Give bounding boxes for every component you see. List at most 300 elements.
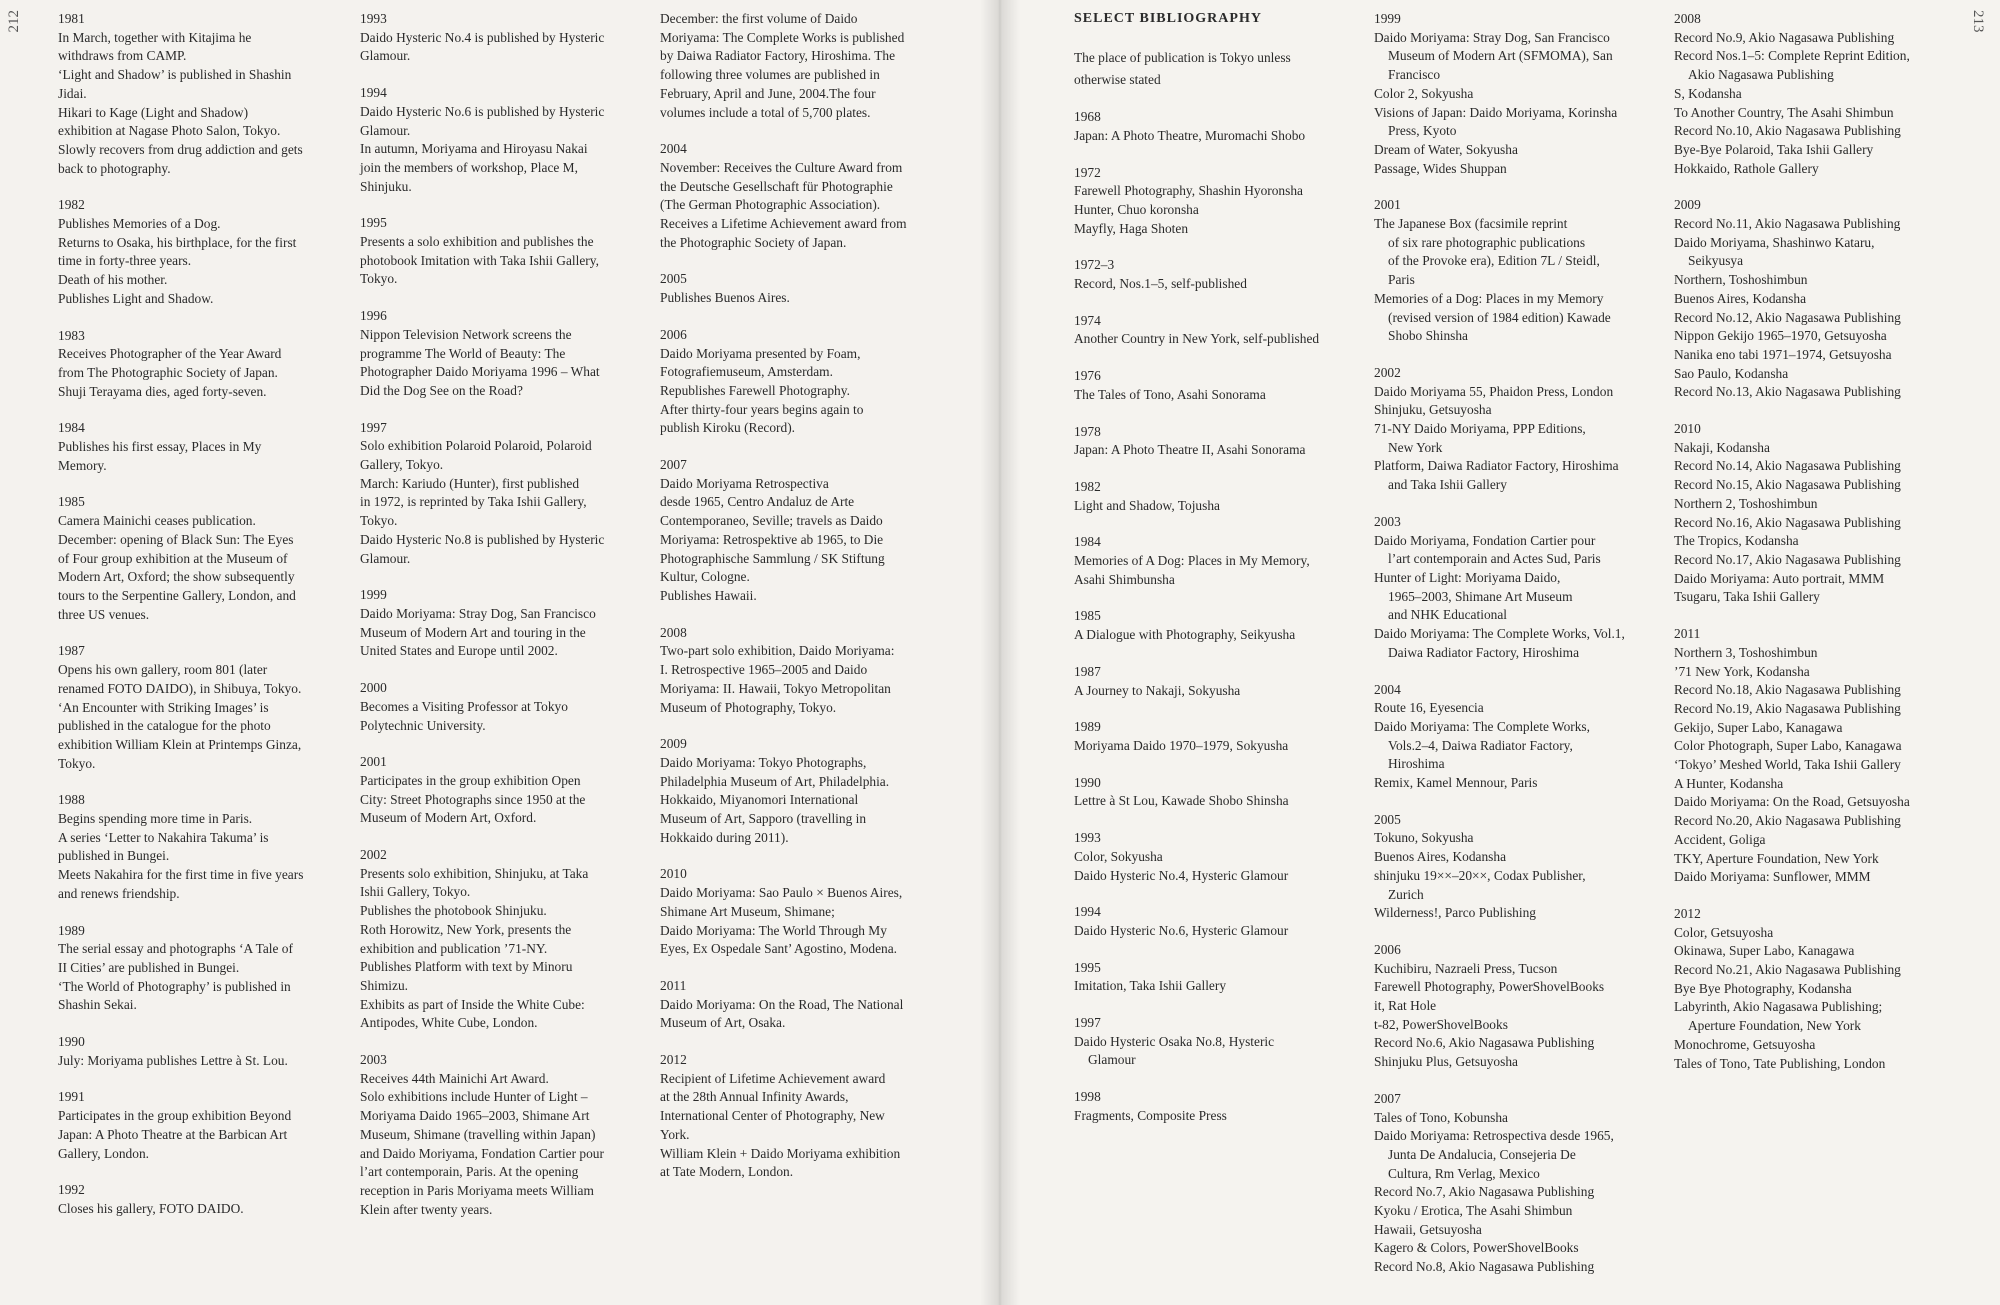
- year-heading: 1989: [58, 922, 85, 938]
- entry-line: Moriyama Daido 1965–2003, Shimane Art: [360, 1108, 590, 1124]
- entry-line: Northern, Toshoshimbun: [1674, 272, 1808, 288]
- note-line: otherwise stated: [1074, 72, 1161, 88]
- entry-line: Zurich: [1388, 886, 1424, 902]
- entry-line: Publishes Light and Shadow.: [58, 290, 214, 306]
- year-heading: 2005: [1374, 811, 1401, 827]
- year-heading: 1984: [58, 420, 85, 436]
- entry-line: Route 16, Eyesencia: [1374, 700, 1484, 716]
- entry-line: Contemporaneo, Seville; travels as Daido: [660, 513, 883, 529]
- entry-line: Daido Hysteric No.8 is published by Hysteric: [360, 531, 605, 547]
- year-heading: 2010: [1674, 421, 1701, 437]
- entry-line: Shinjuku Plus, Getsuyosha: [1374, 1054, 1518, 1070]
- entry-line: Cultura, Rm Verlag, Mexico: [1388, 1165, 1540, 1181]
- entry-line: Hiroshima: [1388, 756, 1445, 772]
- entry-line: by Daiwa Radiator Factory, Hiroshima. The: [660, 48, 896, 64]
- entry-line: it, Rat Hole: [1374, 998, 1437, 1014]
- entry-line: reception in Paris Moriyama meets William: [360, 1182, 594, 1198]
- entry-line: Hikari to Kage (Light and Shadow): [58, 104, 249, 120]
- entry-line: Publishes Hawaii.: [660, 587, 757, 603]
- entry-line: withdraws from CAMP.: [58, 48, 187, 64]
- entry-line: Moriyama Daido 1970–1979, Sokyusha: [1074, 737, 1289, 753]
- entry-line: Eyes, Ex Ospedale Sant’ Agostino, Modena.: [660, 941, 898, 957]
- entry-line: Lettre à St Lou, Kawade Shobo Shinsha: [1074, 793, 1289, 809]
- entry-line: published in Bungei.: [58, 848, 170, 864]
- entry-line: publish Kiroku (Record).: [660, 420, 795, 436]
- entry-line: November: Receives the Culture Award from: [660, 159, 903, 175]
- year-heading: 1972: [1074, 164, 1101, 180]
- year-heading: 2004: [1374, 681, 1401, 697]
- entry-line: desde 1965, Centro Andaluz de Arte: [660, 494, 855, 510]
- right-page: [1000, 0, 2000, 1305]
- entry-line: Tales of Tono, Kobunsha: [1374, 1109, 1508, 1125]
- entry-line: Death of his mother.: [58, 272, 168, 288]
- entry-line: Hokkaido, Rathole Gallery: [1674, 160, 1819, 176]
- year-heading: 2002: [1374, 364, 1401, 380]
- entry-line: Moriyama: The Complete Works is published: [660, 29, 905, 45]
- entry-line: S, Kodansha: [1674, 85, 1742, 101]
- entry-line: Record No.14, Akio Nagasawa Publishing: [1674, 458, 1901, 474]
- entry-line: Presents solo exhibition, Shinjuku, at Taka: [360, 865, 589, 881]
- entry-line: Passage, Wides Shuppan: [1374, 160, 1507, 176]
- entry-line: Daido Hysteric Osaka No.8, Hysteric: [1074, 1033, 1275, 1049]
- year-heading: 2010: [660, 866, 687, 882]
- entry-line: Memories of a Dog: Places in my Memory: [1374, 290, 1604, 306]
- entry-line: Tokyo.: [360, 513, 398, 529]
- page-number-left: 212: [6, 10, 22, 33]
- entry-line: l’art contemporain and Actes Sud, Paris: [1388, 551, 1601, 567]
- entry-line: Francisco: [1388, 67, 1441, 83]
- year-heading: 1974: [1074, 312, 1101, 328]
- entry-line: of the Provoke era), Edition 7L / Steidl,: [1388, 253, 1600, 269]
- entry-line: Northern 3, Toshoshimbun: [1674, 644, 1818, 660]
- year-heading: 1997: [1074, 1015, 1101, 1031]
- entry-line: Color, Getsuyosha: [1674, 924, 1774, 940]
- year-heading: 2003: [360, 1052, 387, 1068]
- entry-line: New York: [1388, 439, 1443, 455]
- year-heading: 2008: [1674, 11, 1701, 26]
- entry-line: William Klein + Daido Moriyama exhibition: [660, 1145, 901, 1161]
- bibliography-column-3: [1674, 10, 1964, 1073]
- entry-line: programme The World of Beauty: The: [360, 345, 566, 361]
- entry-line: Returns to Osaka, his birthplace, for the first: [58, 234, 297, 250]
- entry-line: Shimizu.: [360, 977, 408, 993]
- entry-line: ‘The World of Photography’ is published in: [58, 978, 291, 994]
- entry-line: Japan: A Photo Theatre at the Barbican Art: [58, 1126, 288, 1142]
- entry-line: December: opening of Black Sun: The Eyes: [58, 531, 294, 547]
- entry-line: Publishes Platform with text by Minoru: [360, 959, 573, 975]
- entry-line: tours to the Serpentine Gallery, London, and: [58, 587, 296, 603]
- entry-line: A series ‘Letter to Nakahira Takuma’ is: [58, 829, 269, 845]
- entry-line: Photographische Sammlung / SK Stiftung: [660, 550, 885, 566]
- entry-line: and Taka Ishii Gallery: [1388, 477, 1507, 493]
- year-heading: 2011: [1674, 626, 1701, 642]
- entry-line: ‘Light and Shadow’ is published in Shashin: [58, 67, 292, 83]
- entry-line: the Deutsche Gesellschaft für Photographie: [660, 178, 893, 194]
- entry-line: City: Street Photographs since 1950 at the: [360, 791, 586, 807]
- year-heading: 1993: [1074, 830, 1101, 846]
- entry-line: Accident, Goliga: [1674, 831, 1766, 847]
- entry-line: and renews friendship.: [58, 885, 180, 901]
- entry-line: Daido Hysteric No.6 is published by Hysteric: [360, 103, 605, 119]
- year-heading: 1984: [1074, 534, 1101, 550]
- entry-line: Museum of Photography, Tokyo.: [660, 699, 837, 715]
- entry-line: Daido Moriyama: On the Road, Getsuyosha: [1674, 794, 1910, 810]
- entry-line: Participates in the group exhibition Open: [360, 772, 581, 788]
- entry-line: Solo exhibitions include Hunter of Light –: [360, 1089, 588, 1105]
- entry-line: three US venues.: [58, 606, 150, 622]
- year-heading: 2009: [660, 736, 687, 752]
- year-heading: 2009: [1674, 197, 1701, 213]
- entry-line: Moriyama: II. Hawaii, Tokyo Metropolitan: [660, 680, 891, 696]
- entry-line: Shashin Sekai.: [58, 997, 137, 1013]
- entry-line: Hokkaido during 2011).: [660, 829, 789, 845]
- year-heading: 2005: [660, 271, 687, 287]
- year-heading: 1996: [360, 308, 387, 324]
- entry-line: Record No.12, Akio Nagasawa Publishing: [1674, 309, 1901, 325]
- entry-line: volumes include a total of 5,700 plates.: [660, 104, 871, 120]
- year-heading: 1994: [360, 85, 387, 101]
- entry-line: Nanika eno tabi 1971–1974, Getsuyosha: [1674, 346, 1892, 362]
- entry-line: Daido Moriyama: Stray Dog, San Francisco: [1374, 29, 1610, 45]
- entry-line: shinjuku 19××–20××, Codax Publisher,: [1374, 867, 1586, 883]
- bibliography-entries: [1074, 108, 1364, 1125]
- entry-line: following three volumes are published in: [660, 67, 880, 83]
- entry-line: Glamour: [1088, 1052, 1136, 1068]
- entry-line: The Tales of Tono, Asahi Sonorama: [1074, 386, 1266, 402]
- year-heading: 1995: [360, 215, 387, 231]
- entry-line: Wilderness!, Parco Publishing: [1374, 905, 1536, 921]
- entry-line: Tokyo.: [58, 755, 96, 771]
- entry-line: Vols.2–4, Daiwa Radiator Factory,: [1388, 737, 1573, 753]
- entry-line: Light and Shadow, Tojusha: [1074, 497, 1220, 513]
- entry-line: Paris: [1388, 272, 1415, 288]
- entry-line: Daido Moriyama: Sao Paulo × Buenos Aires,: [660, 885, 903, 901]
- entry-line: Japan: A Photo Theatre II, Asahi Sonorama: [1074, 442, 1306, 458]
- entry-line: Becomes a Visiting Professor at Tokyo: [360, 698, 568, 714]
- year-heading: 2000: [360, 680, 387, 696]
- entry-line: Tsugaru, Taka Ishii Gallery: [1674, 589, 1820, 605]
- entry-line: The Japanese Box (facsimile reprint: [1374, 216, 1568, 232]
- page-number-right: 213: [1970, 10, 1986, 33]
- entry-line: Gekijo, Super Labo, Kanagawa: [1674, 719, 1843, 735]
- entry-line: Two-part solo exhibition, Daido Moriyama:: [660, 643, 895, 659]
- chronology-column-2: [360, 10, 640, 1219]
- year-heading: 1985: [58, 494, 85, 510]
- entry-line: Aperture Foundation, New York: [1688, 1018, 1861, 1034]
- entry-line: Museum, Shimane (travelling within Japan): [360, 1126, 596, 1142]
- year-heading: 2004: [660, 141, 687, 157]
- year-heading: 2012: [660, 1052, 687, 1068]
- entry-line: Hunter, Chuo koronsha: [1074, 201, 1199, 217]
- entry-line: Daido Hysteric No.6, Hysteric Glamour: [1074, 922, 1289, 938]
- entry-line: Northern 2, Toshoshimbun: [1674, 495, 1818, 511]
- entry-line: Nippon Gekijo 1965–1970, Getsuyosha: [1674, 328, 1887, 344]
- entry-line: Recipient of Lifetime Achievement award: [660, 1070, 886, 1086]
- entry-line: Begins spending more time in Paris.: [58, 811, 253, 827]
- entry-line: Fragments, Composite Press: [1074, 1107, 1227, 1123]
- entry-line: Daido Moriyama: Auto portrait, MMM: [1674, 570, 1885, 586]
- year-heading: 1983: [58, 327, 85, 343]
- entry-line: TKY, Aperture Foundation, New York: [1674, 850, 1879, 866]
- year-heading: 1989: [1074, 719, 1101, 735]
- entry-line: Closes his gallery, FOTO DAIDO.: [58, 1200, 244, 1216]
- entry-line: Kuchibiru, Nazraeli Press, Tucson: [1374, 960, 1558, 976]
- entry-line: Record, Nos.1–5, self-published: [1074, 276, 1247, 292]
- entry-line: at Tate Modern, London.: [660, 1164, 794, 1180]
- entry-line: Kyoku / Erotica, The Asahi Shimbun: [1374, 1203, 1573, 1219]
- entry-line: A Journey to Nakaji, Sokyusha: [1074, 682, 1241, 698]
- bibliography-column-2: [1374, 10, 1664, 1277]
- entry-line: Record No.16, Akio Nagasawa Publishing: [1674, 514, 1901, 530]
- entry-line: Kagero & Colors, PowerShovelBooks: [1374, 1240, 1579, 1256]
- year-heading: 1990: [58, 1034, 85, 1050]
- entry-line: Asahi Shimbunsha: [1074, 571, 1175, 587]
- entry-line: A Hunter, Kodansha: [1674, 775, 1784, 791]
- year-heading: 1988: [58, 792, 85, 808]
- year-heading: 2011: [660, 977, 687, 993]
- entry-line: In autumn, Moriyama and Hiroyasu Nakai: [360, 141, 588, 157]
- entry-line: Gallery, London.: [58, 1145, 149, 1161]
- entry-line: Tokuno, Sokyusha: [1374, 830, 1474, 846]
- entry-line: Color 2, Sokyusha: [1374, 85, 1474, 101]
- entry-line: Gallery, Tokyo.: [360, 457, 444, 473]
- year-heading: 2008: [660, 624, 687, 640]
- year-heading: 1991: [58, 1089, 85, 1105]
- entry-line: and NHK Educational: [1388, 607, 1507, 623]
- entry-line: Farewell Photography, PowerShovelBooks: [1374, 979, 1605, 995]
- entry-line: II Cities’ are published in Bungei.: [58, 959, 240, 975]
- entry-line: Record No.10, Akio Nagasawa Publishing: [1674, 123, 1901, 139]
- note-line: The place of publication is Tokyo unless: [1074, 49, 1291, 65]
- entry-line: Publishes the photobook Shinjuku.: [360, 903, 547, 919]
- year-heading: 1987: [58, 643, 85, 659]
- year-heading: 1999: [1374, 11, 1401, 26]
- year-heading: 2003: [1374, 513, 1401, 529]
- entry-line: Polytechnic University.: [360, 717, 486, 733]
- entry-line: Roth Horowitz, New York, presents the: [360, 921, 572, 937]
- entry-line: Did the Dog See on the Road?: [360, 382, 523, 398]
- entry-line: Okinawa, Super Labo, Kanagawa: [1674, 943, 1855, 959]
- entry-line: Daiwa Radiator Factory, Hiroshima: [1388, 644, 1580, 660]
- entry-line: Record No.8, Akio Nagasawa Publishing: [1374, 1259, 1595, 1275]
- entry-line: Shinjuku, Getsuyosha: [1374, 402, 1492, 418]
- entry-line: renamed FOTO DAIDO), in Shibuya, Tokyo.: [58, 680, 302, 696]
- entry-line: published in the catalogue for the photo: [58, 718, 271, 734]
- entry-line: Buenos Aires, Kodansha: [1674, 290, 1807, 306]
- year-heading: 2001: [1374, 197, 1401, 213]
- entry-line: Receives Photographer of the Year Award: [58, 346, 282, 362]
- entry-line: Receives a Lifetime Achievement award from: [660, 216, 907, 232]
- year-heading: 1972–3: [1074, 257, 1115, 273]
- section-heading: SELECT BIBLIOGRAPHY: [1074, 11, 1262, 26]
- entry-line: Kultur, Cologne.: [660, 569, 750, 585]
- entry-line: Labyrinth, Akio Nagasawa Publishing;: [1674, 999, 1883, 1015]
- entry-line: Republishes Farewell Photography.: [660, 382, 850, 398]
- entry-line: 71-NY Daido Moriyama, PPP Editions,: [1374, 421, 1586, 437]
- entry-line: Camera Mainichi ceases publication.: [58, 513, 256, 529]
- entry-line: The serial essay and photographs ‘A Tale of: [58, 941, 293, 957]
- year-heading: 1978: [1074, 423, 1101, 439]
- entry-line: Buenos Aires, Kodansha: [1374, 849, 1507, 865]
- entry-line: I. Retrospective 1965–2005 and Daido: [660, 662, 868, 678]
- entry-line: Record Nos.1–5: Complete Reprint Edition,: [1674, 48, 1910, 64]
- entry-line: Daido Moriyama: The World Through My: [660, 922, 887, 938]
- entry-line: l’art contemporain, Paris. At the opening: [360, 1164, 579, 1180]
- entry-line: Exhibits as part of Inside the White Cube:: [360, 996, 585, 1012]
- entry-line: exhibition at Nagase Photo Salon, Tokyo.: [58, 123, 281, 139]
- entry-line: of six rare photographic publications: [1388, 234, 1586, 250]
- year-heading: 1997: [360, 419, 387, 435]
- entry-line: Hokkaido, Miyanomori International: [660, 792, 859, 808]
- entry-line: Shuji Terayama dies, aged forty-seven.: [58, 383, 267, 399]
- entry-line: time in forty-three years.: [58, 253, 192, 269]
- entry-line: Modern Art, Oxford; the show subsequently: [58, 569, 295, 585]
- entry-line: Daido Hysteric No.4 is published by Hysteric: [360, 29, 605, 45]
- entry-line: Tales of Tono, Tate Publishing, London: [1674, 1055, 1886, 1071]
- year-heading: 1968: [1074, 109, 1101, 125]
- entry-line: Solo exhibition Polaroid Polaroid, Polaroid: [360, 438, 592, 454]
- entry-line: December: the first volume of Daido: [660, 11, 858, 26]
- year-heading: 1985: [1074, 608, 1101, 624]
- year-heading: 1995: [1074, 959, 1101, 975]
- entry-line: Photographer Daido Moriyama 1996 – What: [360, 364, 600, 380]
- entry-line: Ishii Gallery, Tokyo.: [360, 884, 471, 900]
- year-heading: 2007: [1374, 1090, 1401, 1106]
- entry-line: exhibition William Klein at Printemps Ginza,: [58, 736, 302, 752]
- entry-line: the Photographic Society of Japan.: [660, 234, 847, 250]
- entry-line: Record No.17, Akio Nagasawa Publishing: [1674, 551, 1901, 567]
- entry-line: Seikyusya: [1688, 253, 1744, 269]
- entry-line: Daido Hysteric No.4, Hysteric Glamour: [1074, 867, 1289, 883]
- entry-line: of Four group exhibition at the Museum of: [58, 550, 288, 566]
- entry-line: and Daido Moriyama, Fondation Cartier pour: [360, 1145, 604, 1161]
- year-heading: 1982: [58, 197, 85, 213]
- entry-line: Publishes Memories of a Dog.: [58, 216, 221, 232]
- entry-line: photobook Imitation with Taka Ishii Gallery,: [360, 252, 599, 268]
- entry-line: Jidai.: [58, 85, 87, 101]
- entry-line: United States and Europe until 2002.: [360, 643, 558, 659]
- entry-line: Daido Moriyama, Fondation Cartier pour: [1374, 532, 1596, 548]
- year-heading: 2006: [660, 326, 687, 342]
- entry-line: Bye-Bye Polaroid, Taka Ishii Gallery: [1674, 141, 1874, 157]
- entry-line: Hunter of Light: Moriyama Daido,: [1374, 569, 1561, 585]
- chronology-column-1: [58, 10, 338, 1219]
- entry-line: (revised version of 1984 edition) Kawade: [1388, 309, 1611, 325]
- entry-line: Daido Moriyama: Sunflower, MMM: [1674, 869, 1871, 885]
- entry-line: ‘An Encounter with Striking Images’ is: [58, 699, 269, 715]
- entry-line: February, April and June, 2004.The four: [660, 85, 876, 101]
- entry-line: Participates in the group exhibition Beyond: [58, 1108, 292, 1124]
- entry-line: York.: [660, 1126, 690, 1142]
- year-heading: 1998: [1074, 1089, 1101, 1105]
- entry-line: Slowly recovers from drug addiction and gets: [58, 141, 303, 157]
- entry-line: exhibition and publication ’71-NY.: [360, 940, 548, 956]
- entry-line: Antipodes, White Cube, London.: [360, 1015, 538, 1031]
- entry-line: Philadelphia Museum of Art, Philadelphia.: [660, 773, 890, 789]
- entry-line: After thirty-four years begins again to: [660, 401, 864, 417]
- entry-line: join the members of workshop, Place M,: [360, 159, 578, 175]
- entry-line: In March, together with Kitajima he: [58, 29, 252, 45]
- entry-line: at the 28th Annual Infinity Awards,: [660, 1089, 849, 1105]
- year-heading: 1976: [1074, 368, 1101, 384]
- entry-line: March: Kariudo (Hunter), first published: [360, 475, 580, 491]
- entry-line: Imitation, Taka Ishii Gallery: [1074, 978, 1227, 994]
- entry-line: Shinjuku.: [360, 178, 412, 194]
- entry-line: Glamour.: [360, 122, 411, 138]
- entry-line: Daido Moriyama: Retrospectiva desde 1965,: [1374, 1128, 1614, 1144]
- year-heading: 1993: [360, 11, 387, 26]
- year-heading: 1999: [360, 587, 387, 603]
- year-heading: 1990: [1074, 774, 1101, 790]
- entry-line: t-82, PowerShovelBooks: [1374, 1016, 1508, 1032]
- year-heading: 1994: [1074, 904, 1101, 920]
- entry-line: Opens his own gallery, room 801 (later: [58, 662, 268, 678]
- year-heading: 1982: [1074, 478, 1101, 494]
- entry-line: Japan: A Photo Theatre, Muromachi Shobo: [1074, 127, 1306, 143]
- entry-line: Presents a solo exhibition and publishes the: [360, 234, 594, 250]
- entry-line: Record No.7, Akio Nagasawa Publishing: [1374, 1184, 1595, 1200]
- entry-line: back to photography.: [58, 160, 171, 176]
- year-heading: 1981: [58, 11, 85, 26]
- entry-line: Nakaji, Kodansha: [1674, 439, 1770, 455]
- entry-line: Memories of A Dog: Places in My Memory,: [1074, 553, 1310, 569]
- entry-line: Record No.13, Akio Nagasawa Publishing: [1674, 384, 1901, 400]
- entry-line: Museum of Art, Osaka.: [660, 1015, 786, 1031]
- entry-line: ‘Tokyo’ Meshed World, Taka Ishii Gallery: [1674, 757, 1901, 773]
- entry-line: Daido Moriyama: On the Road, The National: [660, 996, 904, 1012]
- year-heading: 2001: [360, 754, 387, 770]
- entry-line: Akio Nagasawa Publishing: [1688, 67, 1834, 83]
- entry-line: Junta De Andalucia, Consejeria De: [1388, 1146, 1576, 1162]
- entry-line: Daido Moriyama: The Complete Works, Vol.1,: [1374, 626, 1625, 642]
- year-heading: 1992: [58, 1182, 85, 1198]
- entry-line: Mayfly, Haga Shoten: [1074, 220, 1189, 236]
- entry-line: 1965–2003, Shimane Art Museum: [1388, 588, 1573, 604]
- entry-line: Daido Moriyama: Tokyo Photographs,: [660, 754, 867, 770]
- entry-line: Record No.18, Akio Nagasawa Publishing: [1674, 682, 1901, 698]
- entry-line: Publishes his first essay, Places in My: [58, 439, 262, 455]
- entry-line: July: Moriyama publishes Lettre à St. Lou.: [58, 1052, 288, 1068]
- entry-line: Klein after twenty years.: [360, 1201, 493, 1217]
- entry-line: Record No.15, Akio Nagasawa Publishing: [1674, 477, 1901, 493]
- entry-line: in 1972, is reprinted by Taka Ishii Gallery,: [360, 494, 587, 510]
- entry-line: Record No.21, Akio Nagasawa Publishing: [1674, 962, 1901, 978]
- entry-line: Glamour.: [360, 48, 411, 64]
- entry-line: Farewell Photography, Shashin Hyoronsha: [1074, 183, 1303, 199]
- entry-line: Color, Sokyusha: [1074, 848, 1163, 864]
- year-heading: 2002: [360, 847, 387, 863]
- entry-line: Museum of Modern Art, Oxford.: [360, 810, 537, 826]
- entry-line: Platform, Daiwa Radiator Factory, Hiroshima: [1374, 458, 1619, 474]
- entry-line: Daido Moriyama presented by Foam,: [660, 345, 861, 361]
- entry-line: Sao Paulo, Kodansha: [1674, 365, 1789, 381]
- entry-line: Hawaii, Getsuyosha: [1374, 1221, 1482, 1237]
- entry-line: A Dialogue with Photography, Seikyusha: [1074, 627, 1296, 643]
- entry-line: The Tropics, Kodansha: [1674, 533, 1799, 549]
- entry-line: Another Country in New York, self-published: [1074, 331, 1320, 347]
- entry-line: Visions of Japan: Daido Moriyama, Korinsha: [1374, 104, 1618, 120]
- entry-line: Publishes Buenos Aires.: [660, 290, 790, 306]
- bibliography-column-1: [1074, 10, 1364, 1126]
- entry-line: Dream of Water, Sokyusha: [1374, 141, 1518, 157]
- entry-line: Fotografiemuseum, Amsterdam.: [660, 364, 833, 380]
- entry-line: To Another Country, The Asahi Shimbun: [1674, 104, 1894, 120]
- entry-line: Moriyama: Retrospektive ab 1965, to Die: [660, 531, 884, 547]
- entry-line: Press, Kyoto: [1388, 123, 1457, 139]
- entry-line: Daido Moriyama 55, Phaidon Press, London: [1374, 383, 1614, 399]
- entry-line: Museum of Modern Art (SFMOMA), San: [1388, 48, 1613, 64]
- entry-line: Record No.19, Akio Nagasawa Publishing: [1674, 700, 1901, 716]
